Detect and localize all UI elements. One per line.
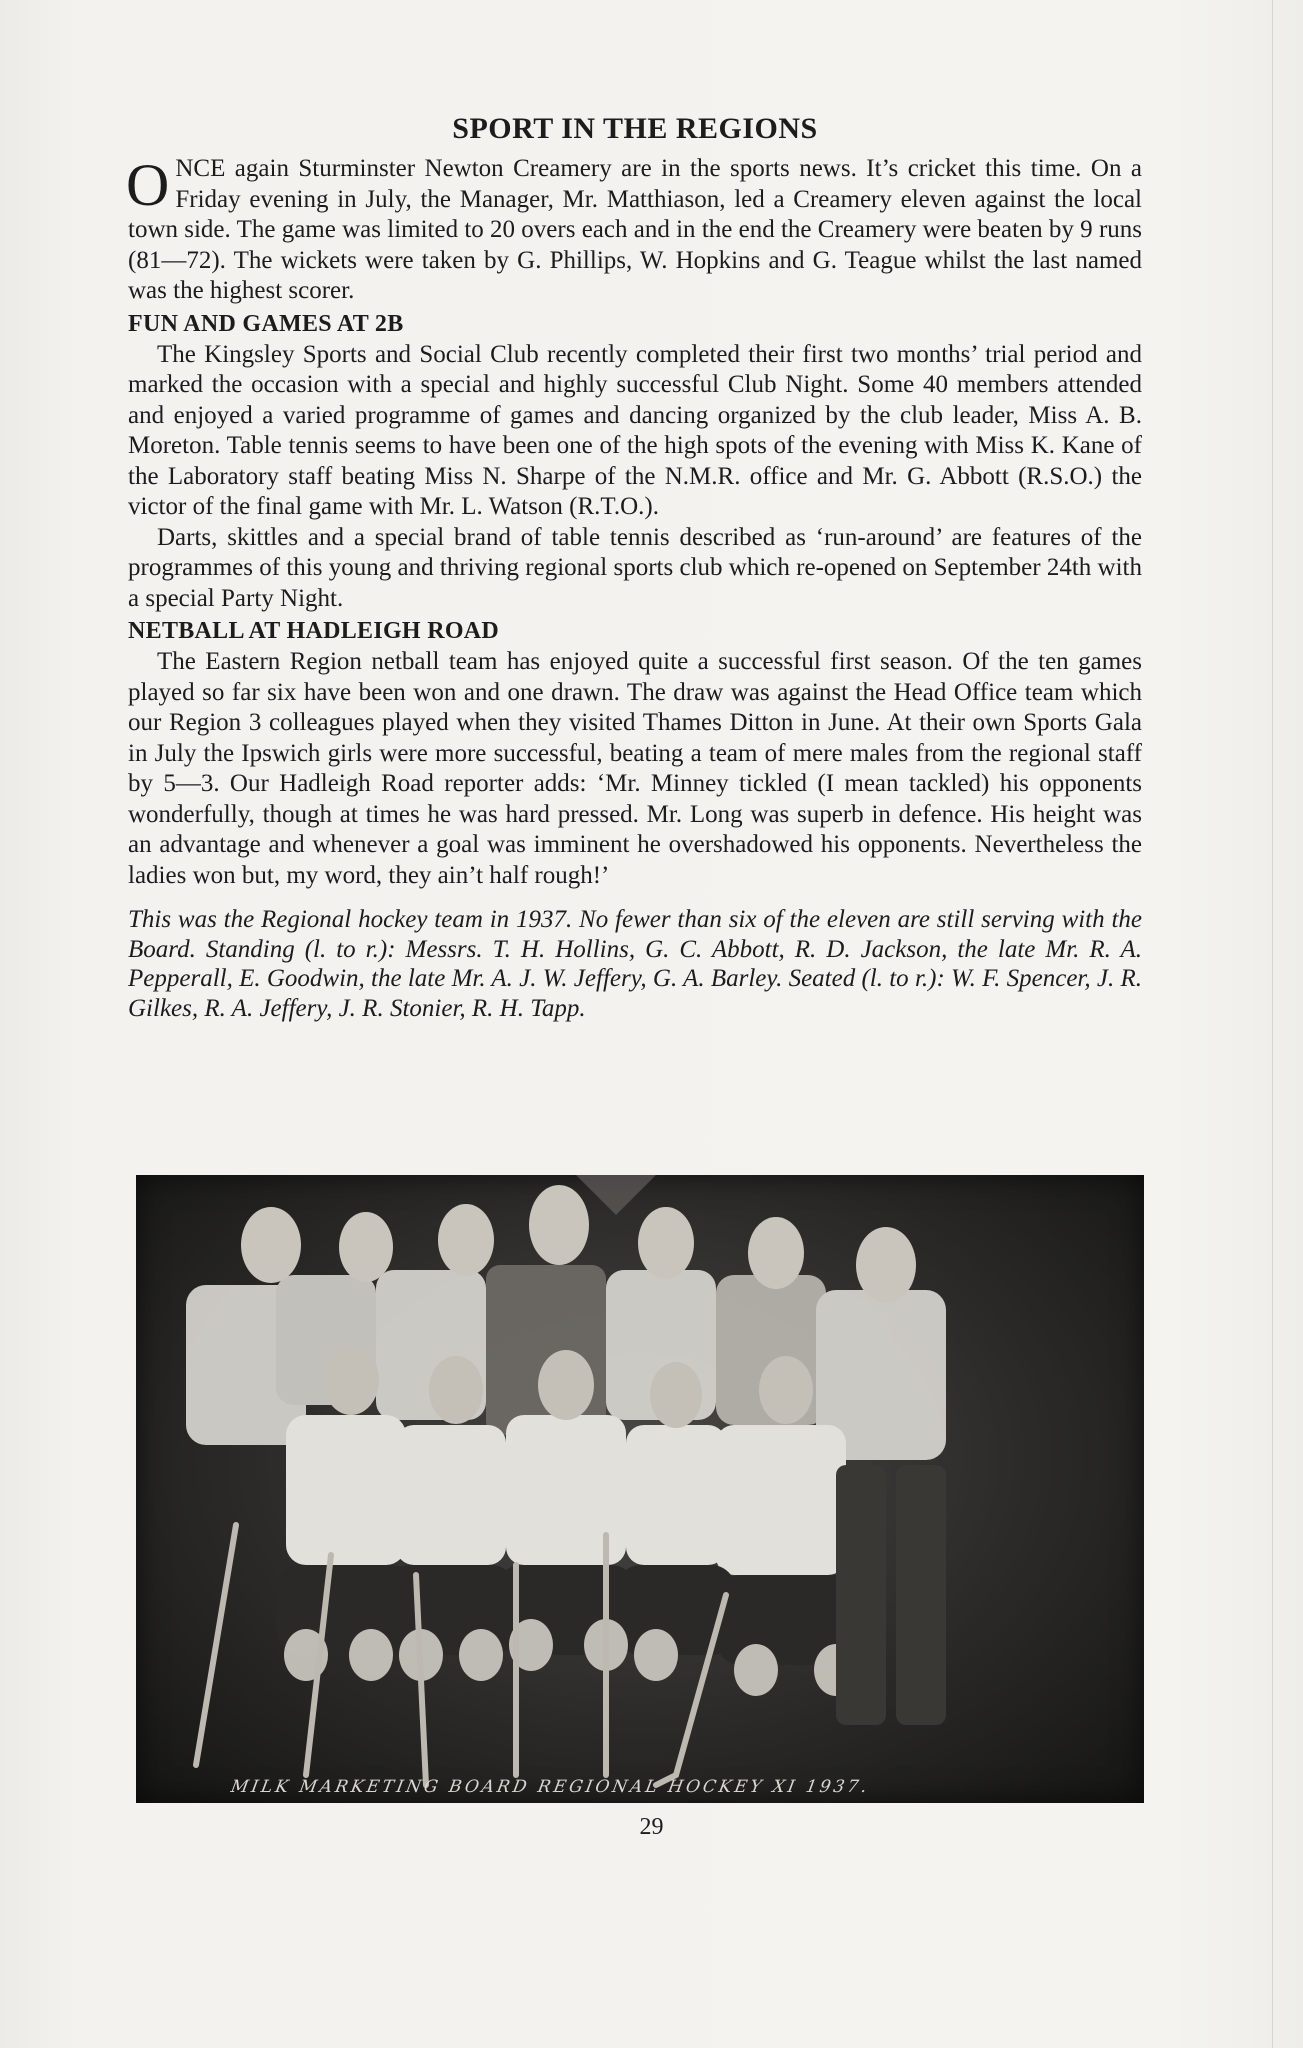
section-heading-netball: NETBALL AT HADLEIGH ROAD [128,618,500,644]
article [128,112,1142,1023]
article-title: SPORT IN THE REGIONS [452,112,818,145]
section2-paragraph-2: Darts, skittles and a special brand of table tennis described as ‘run-around’ are features of the programmes of this young and thriving regional sports club which re-opened on September 24th with a special Party Night. [128,523,1142,612]
section2-paragraph-1: The Kingsley Sports and Social Club recently completed their first two months’ trial period and marked the occasion with a special and highly successful Club Night. Some 40 members attended and enjoyed a varied programme of games and dancing organized by the club leader, Miss A. B. Moreton. Table tennis seems to have been one of the high spots of the evening with Miss K. Kane of the Laboratory staff beating Miss N. Sharpe of the N.M.R. office and Mr. G. Abbott (R.S.O.) the victor of the final game with Mr. L. Watson (R.T.O.). [128,340,1142,520]
drop-cap: O [126,152,170,218]
intro-text: NCE again Sturminster Newton Creamery are in the sports news. It’s cricket this time. On a Friday evening in July, the Manager, Mr. Matthiason, led a Creamery eleven against the local town side. The game was limited to 20 overs each and in the end the Creamery were beaten by 9 runs (81—72). The wickets were taken by G. Phillips, W. Hopkins and G. Teague whilst the last named was the highest scorer. [128,155,1142,304]
goalkeeper-pads [836,1465,946,1725]
page-edge [1272,0,1273,2048]
seated-row [286,1415,846,1575]
photo-caption: This was the Regional hockey team in 1937. No fewer than six of the eleven are still serving with the Board. Standing (l. to r.): Messrs. T. H. Hollins, G. C. Abbott, R. D. Jackson, the late Mr. R. A. Pepperall, E. Goodwin, the late Mr. A. J. W. Jeffery, G. A. Barley. Seated (l. to r.): W. F. Spencer, J. R. Gilkes, R. A. Jeffery, J. R. Stonier, R. H. Tapp. [128,906,1142,1022]
section-heading-fun-and-games: FUN AND GAMES AT 2B [128,310,404,337]
hockey-team-photo [136,1175,1144,1803]
section3-paragraph-1: The Eastern Region netball team has enjoyed quite a successful first season. Of the ten games played so far six have been won and one drawn. The draw was against the Head Office team which our Region 3 colleagues played when they visited Thames Ditton in June. At their own Sports Gala in July the Ipswich girls were more successful, beating a team of mere males from the regional staff by 5—3. Our Hadleigh Road reporter adds: ‘Mr. Minney tickled (I mean tackled) his opponents wonderfully, though at times he was hard pressed. Mr. Long was superb in defence. His height was an advantage and whenever a goal was imminent he overshadowed his opponents. Nevertheless the ladies won but, my word, they ain’t half rough!’ [128,648,1142,889]
intro-paragraph [128,154,1142,307]
page-number: 29 [639,1814,664,1840]
photo-inscription: MILK MARKETING BOARD REGIONAL HOCKEY XI 1937. [229,1777,872,1797]
team-photo-illustration [136,1175,1144,1803]
